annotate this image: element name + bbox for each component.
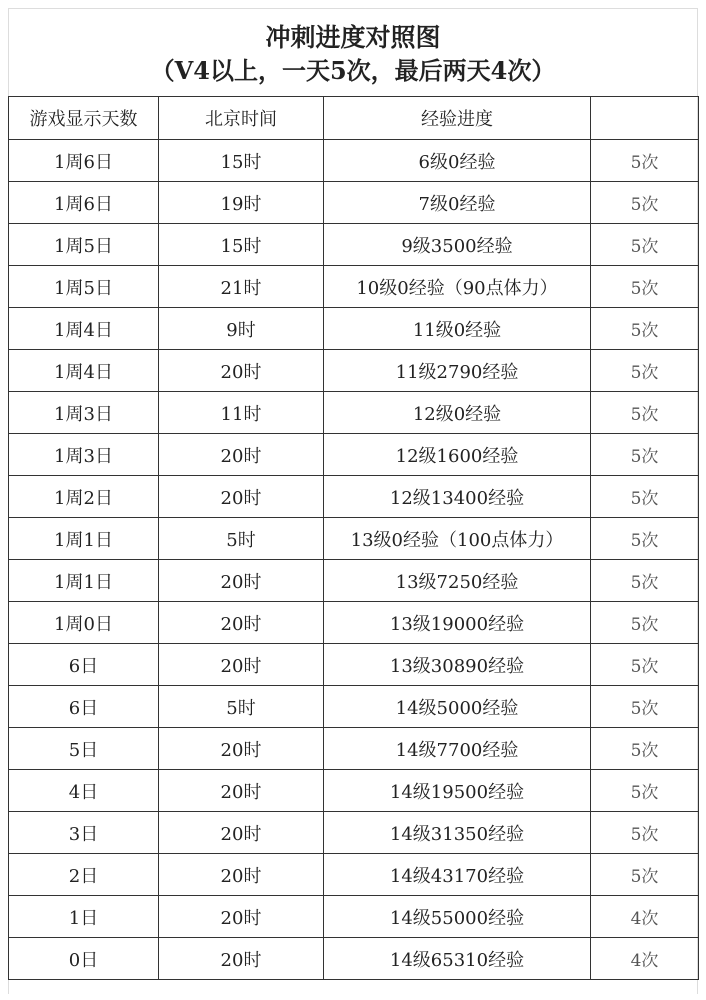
page-title: 冲刺进度对照图: [265, 23, 441, 52]
cell-progress: 10级0经验（90点体力）: [324, 266, 591, 308]
cell-progress: 12级1600经验: [324, 434, 591, 476]
table-header-row: [9, 97, 699, 140]
cell-count: 5次: [591, 518, 699, 560]
header-time: 北京时间: [159, 97, 324, 140]
cell-progress: 11级0经验: [324, 308, 591, 350]
cell-day: 1周6日: [9, 140, 159, 182]
header-progress: 经验进度: [324, 97, 591, 140]
cell-time: 9时: [159, 308, 324, 350]
cell-count: 5次: [591, 350, 699, 392]
cell-count: 5次: [591, 644, 699, 686]
progress-table: [8, 96, 699, 980]
table-row: [9, 728, 699, 770]
cell-count: 5次: [591, 728, 699, 770]
cell-time: 15时: [159, 224, 324, 266]
cell-day: 3日: [9, 812, 159, 854]
cell-time: 15时: [159, 140, 324, 182]
cell-day: 6日: [9, 644, 159, 686]
cell-progress: 14级55000经验: [324, 896, 591, 938]
table-row: [9, 392, 699, 434]
cell-progress: 14级5000经验: [324, 686, 591, 728]
cell-progress: 14级31350经验: [324, 812, 591, 854]
table-row: [9, 350, 699, 392]
cell-count: 5次: [591, 434, 699, 476]
table-row: [9, 686, 699, 728]
table-row: [9, 182, 699, 224]
cell-day: 1周2日: [9, 476, 159, 518]
cell-count: 5次: [591, 392, 699, 434]
cell-count: 5次: [591, 560, 699, 602]
cell-time: 20时: [159, 560, 324, 602]
cell-time: 19时: [159, 182, 324, 224]
header-day: 游戏显示天数: [9, 97, 159, 140]
cell-day: 4日: [9, 770, 159, 812]
cell-day: 1周3日: [9, 392, 159, 434]
cell-count: 5次: [591, 308, 699, 350]
cell-count: 5次: [591, 770, 699, 812]
table-row: [9, 518, 699, 560]
cell-count: 5次: [591, 476, 699, 518]
cell-day: 1周3日: [9, 434, 159, 476]
title-block: [8, 8, 698, 97]
cell-time: 20时: [159, 728, 324, 770]
cell-count: 5次: [591, 854, 699, 896]
table-row: [9, 602, 699, 644]
cell-time: 20时: [159, 896, 324, 938]
table-row: [9, 266, 699, 308]
cell-time: 21时: [159, 266, 324, 308]
cell-progress: 14级43170经验: [324, 854, 591, 896]
cell-day: 1周1日: [9, 560, 159, 602]
cell-count: 5次: [591, 182, 699, 224]
cell-count: 5次: [591, 140, 699, 182]
header-count: [591, 97, 699, 140]
cell-time: 20时: [159, 770, 324, 812]
cell-day: 1周4日: [9, 308, 159, 350]
cell-time: 20时: [159, 644, 324, 686]
cell-day: 0日: [9, 938, 159, 980]
cell-count: 5次: [591, 812, 699, 854]
cell-time: 20时: [159, 350, 324, 392]
cell-day: 1日: [9, 896, 159, 938]
table-row: [9, 476, 699, 518]
cell-count: 5次: [591, 686, 699, 728]
cell-progress: 7级0经验: [324, 182, 591, 224]
cell-count: 4次: [591, 896, 699, 938]
cell-progress: 11级2790经验: [324, 350, 591, 392]
cell-day: 1周4日: [9, 350, 159, 392]
cell-time: 20时: [159, 812, 324, 854]
cell-time: 20时: [159, 938, 324, 980]
cell-progress: 13级30890经验: [324, 644, 591, 686]
cell-time: 5时: [159, 518, 324, 560]
cell-time: 20时: [159, 476, 324, 518]
table-row: [9, 896, 699, 938]
cell-progress: 14级7700经验: [324, 728, 591, 770]
table-row: [9, 224, 699, 266]
cell-count: 5次: [591, 602, 699, 644]
table-row: [9, 644, 699, 686]
cell-count: 5次: [591, 224, 699, 266]
table-row: [9, 854, 699, 896]
table-row: [9, 140, 699, 182]
table-row: [9, 938, 699, 980]
cell-progress: 13级19000经验: [324, 602, 591, 644]
page-subtitle: （V4以上，一天5次，最后两天4次）: [150, 56, 556, 85]
table-row: [9, 434, 699, 476]
cell-progress: 14级19500经验: [324, 770, 591, 812]
cell-count: 4次: [591, 938, 699, 980]
cell-day: 1周5日: [9, 224, 159, 266]
cell-day: 1周6日: [9, 182, 159, 224]
table-row: [9, 770, 699, 812]
table-row: [9, 308, 699, 350]
cell-progress: 13级0经验（100点体力）: [324, 518, 591, 560]
cell-time: 20时: [159, 434, 324, 476]
cell-day: 1周5日: [9, 266, 159, 308]
cell-count: 5次: [591, 266, 699, 308]
cell-time: 20时: [159, 602, 324, 644]
cell-progress: 9级3500经验: [324, 224, 591, 266]
cell-day: 5日: [9, 728, 159, 770]
table-row: [9, 560, 699, 602]
cell-time: 11时: [159, 392, 324, 434]
cell-day: 1周1日: [9, 518, 159, 560]
cell-progress: 6级0经验: [324, 140, 591, 182]
cell-progress: 12级13400经验: [324, 476, 591, 518]
cell-progress: 14级65310经验: [324, 938, 591, 980]
cell-day: 6日: [9, 686, 159, 728]
table-row: [9, 812, 699, 854]
cell-day: 2日: [9, 854, 159, 896]
cell-day: 1周0日: [9, 602, 159, 644]
cell-progress: 12级0经验: [324, 392, 591, 434]
cell-progress: 13级7250经验: [324, 560, 591, 602]
cell-time: 20时: [159, 854, 324, 896]
cell-time: 5时: [159, 686, 324, 728]
